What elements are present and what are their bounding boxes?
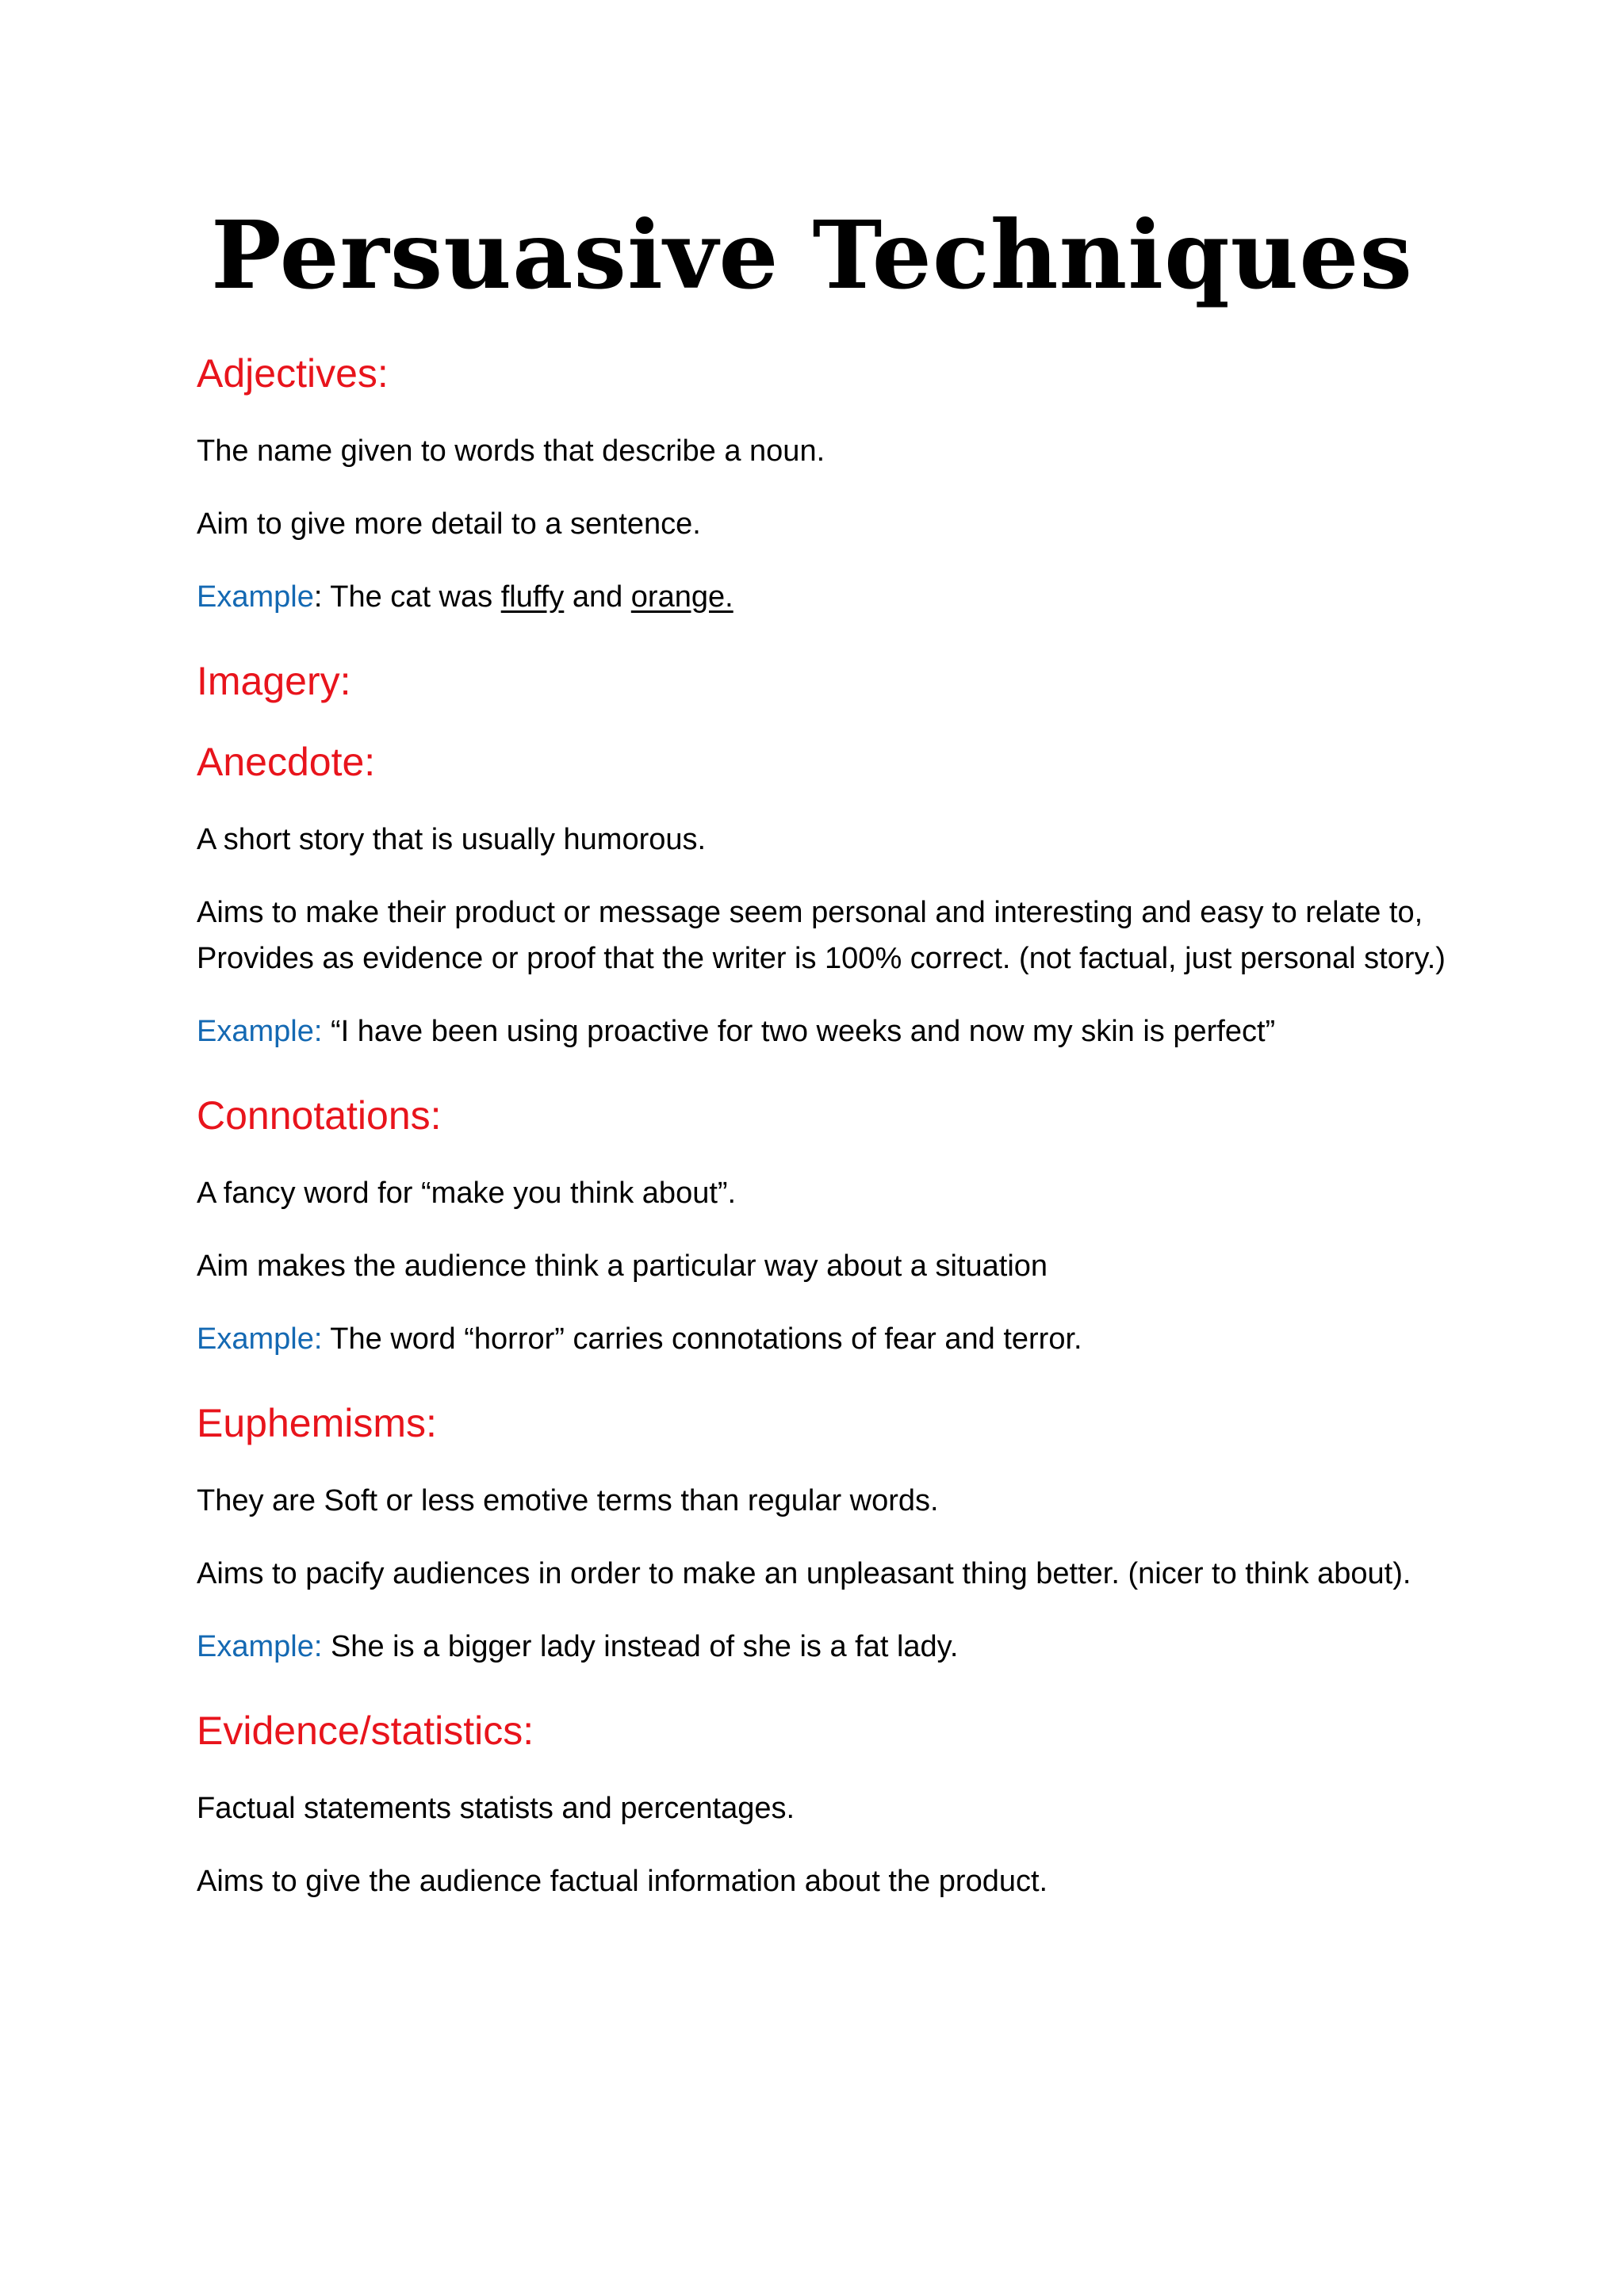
section-euphemisms <box>197 1399 1450 1670</box>
evidence-aim: Aims to give the audience factual information about the product. <box>197 1865 1048 1898</box>
connotations-aim: Aim makes the audience think a particular way about a situation <box>197 1249 1048 1283</box>
euphemisms-definition: They are Soft or less emotive terms than regular words. <box>197 1484 939 1517</box>
evidence-definition: Factual statements statists and percentages. <box>197 1792 795 1825</box>
example-text: She is a bigger lady instead of she is a fat lady. <box>322 1630 959 1663</box>
adjectives-aim: Aim to give more detail to a sentence. <box>197 507 701 541</box>
adjectives-example <box>197 574 1450 620</box>
example-text: and <box>564 580 631 614</box>
example-underlined-word: fluffy <box>500 580 565 614</box>
heading-adjectives: Adjectives: <box>197 351 389 396</box>
document-body <box>197 349 1450 1941</box>
example-underlined-word: orange. <box>630 580 733 614</box>
example-label: Example: <box>197 1015 323 1048</box>
section-adjectives <box>197 349 1450 620</box>
example-label: Example: <box>197 1322 323 1356</box>
section-connotations <box>197 1091 1450 1362</box>
euphemisms-example <box>197 1624 1450 1670</box>
section-imagery <box>197 656 1450 706</box>
heading-evidence: Evidence/statistics: <box>197 1709 534 1753</box>
anecdote-definition: A short story that is usually humorous. <box>197 823 707 856</box>
connotations-definition: A fancy word for “make you think about”. <box>197 1177 737 1210</box>
example-label: Example: <box>197 1630 323 1663</box>
connotations-example <box>197 1316 1450 1362</box>
adjectives-definition: The name given to words that describe a noun. <box>197 434 825 468</box>
section-anecdote <box>197 737 1450 1054</box>
example-text: : The cat was <box>313 580 501 614</box>
example-text: The word “horror” carries connotations of fear and terror. <box>322 1322 1082 1356</box>
example-text: “I have been using proactive for two weeks and now my skin is perfect” <box>322 1015 1276 1048</box>
anecdote-aim: Aims to make their product or message seem personal and interesting and easy to relate to, Provides as evidence or proof that the writer is 100% correct. (not factual, just personal story.) <box>197 896 1446 975</box>
heading-euphemisms: Euphemisms: <box>197 1401 437 1445</box>
example-label: Example <box>197 580 314 614</box>
heading-anecdote: Anecdote: <box>197 740 376 784</box>
page-title: Persuasive Techniques <box>211 200 1413 310</box>
anecdote-example <box>197 1008 1450 1054</box>
heading-connotations: Connotations: <box>197 1093 442 1138</box>
euphemisms-aim: Aims to pacify audiences in order to make an unpleasant thing better. (nicer to think about). <box>197 1557 1411 1590</box>
section-evidence <box>197 1706 1450 1904</box>
heading-imagery: Imagery: <box>197 659 351 703</box>
